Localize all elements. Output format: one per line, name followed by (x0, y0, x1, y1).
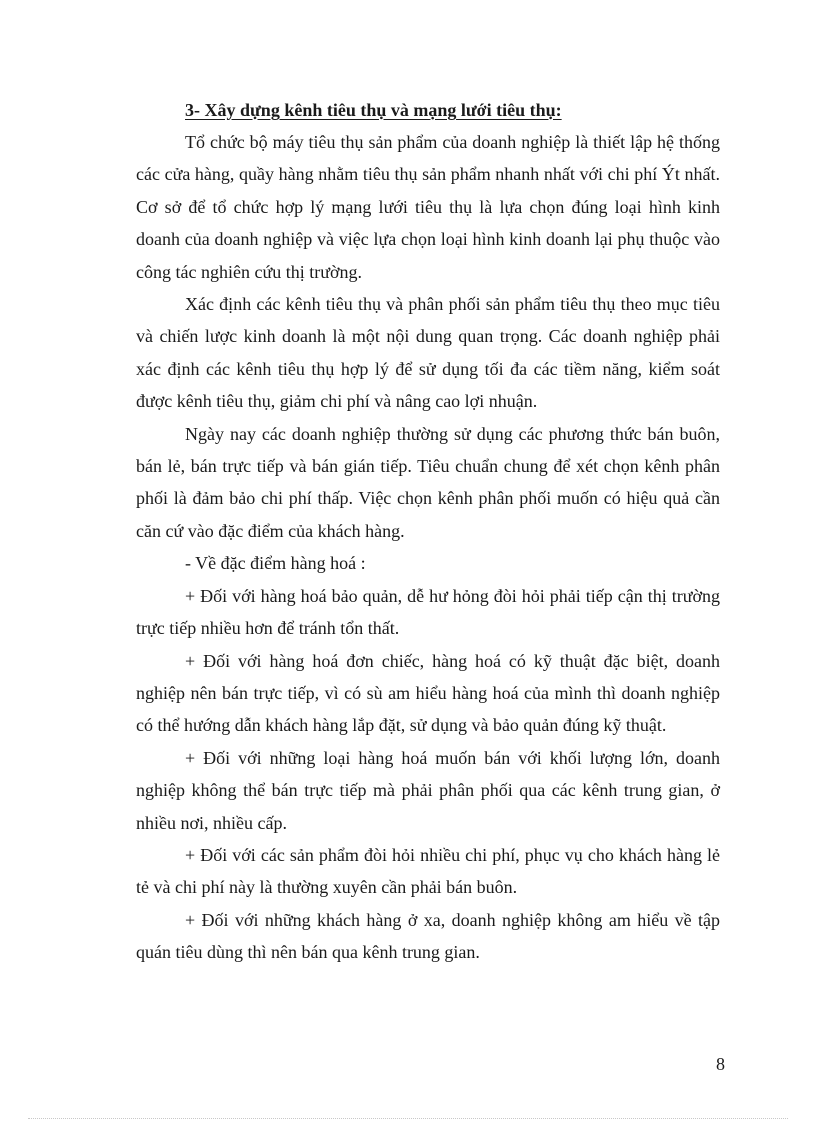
page-number: 8 (716, 1054, 725, 1074)
paragraph-4: - Về đặc điểm hàng hoá : (185, 553, 366, 574)
paragraph-5: + Đối với hàng hoá bảo quản, dễ hư hỏng đòi hỏi phải tiếp cận thị trường trực tiếp nhiều hơn để tránh tổn thất. (136, 585, 720, 639)
section-heading: 3- Xây dựng kênh tiêu thụ và mạng lưới tiêu thụ: (185, 100, 562, 120)
paragraph-3: Ngày nay các doanh nghiệp thường sử dụng các phương thức bán buôn, bán lẻ, bán trực tiếp và bán gián tiếp. Tiêu chuẩn chung để xét chọn kênh phân phối là đảm bảo chi phí thấp. Việc chọn kênh phân phối muốn có hiệu quả cần căn cứ vào đặc điểm của khách hàng. (136, 423, 720, 541)
footer-divider (28, 1118, 788, 1119)
paragraph-6: + Đối với hàng hoá đơn chiếc, hàng hoá có kỹ thuật đặc biệt, doanh nghiệp nên bán trực tiếp, vì có sù am hiểu hàng hoá của mình thì doanh nghiệp có thể hướng dẫn khách hàng lắp đặt, sử dụng và bảo quản đúng kỹ thuật. (136, 650, 720, 736)
paragraph-7: + Đối với những loại hàng hoá muốn bán với khối lượng lớn, doanh nghiệp không thể bán trực tiếp mà phải phân phối qua các kênh trung gian, ở nhiều nơi, nhiều cấp. (136, 747, 720, 833)
paragraph-2: Xác định các kênh tiêu thụ và phân phối sản phẩm tiêu thụ theo mục tiêu và chiến lược kinh doanh là một nội dung quan trọng. Các doanh nghiệp phải xác định các kênh tiêu thụ hợp lý để sử dụng tối đa các tiềm năng, kiểm soát được kênh tiêu thụ, giảm chi phí và nâng cao lợi nhuận. (136, 294, 720, 412)
paragraph-9: + Đối với những khách hàng ở xa, doanh nghiệp không am hiểu về tập quán tiêu dùng thì nên bán qua kênh trung gian. (136, 909, 720, 963)
document-body (136, 94, 720, 969)
paragraph-8: + Đối với các sản phẩm đòi hỏi nhiều chi phí, phục vụ cho khách hàng lẻ tẻ và chi phí này là thường xuyên cần phải bán buôn. (136, 844, 720, 898)
paragraph-1: Tổ chức bộ máy tiêu thụ sản phẩm của doanh nghiệp là thiết lập hệ thống các cửa hàng, quầy hàng nhằm tiêu thụ sản phẩm nhanh nhất với chi phí Ýt nhất. Cơ sở để tổ chức hợp lý mạng lưới tiêu thụ là lựa chọn đúng loại hình kinh doanh của doanh nghiệp và việc lựa chọn loại hình kinh doanh lại phụ thuộc vào công tác nghiên cứu thị trường. (136, 132, 720, 282)
